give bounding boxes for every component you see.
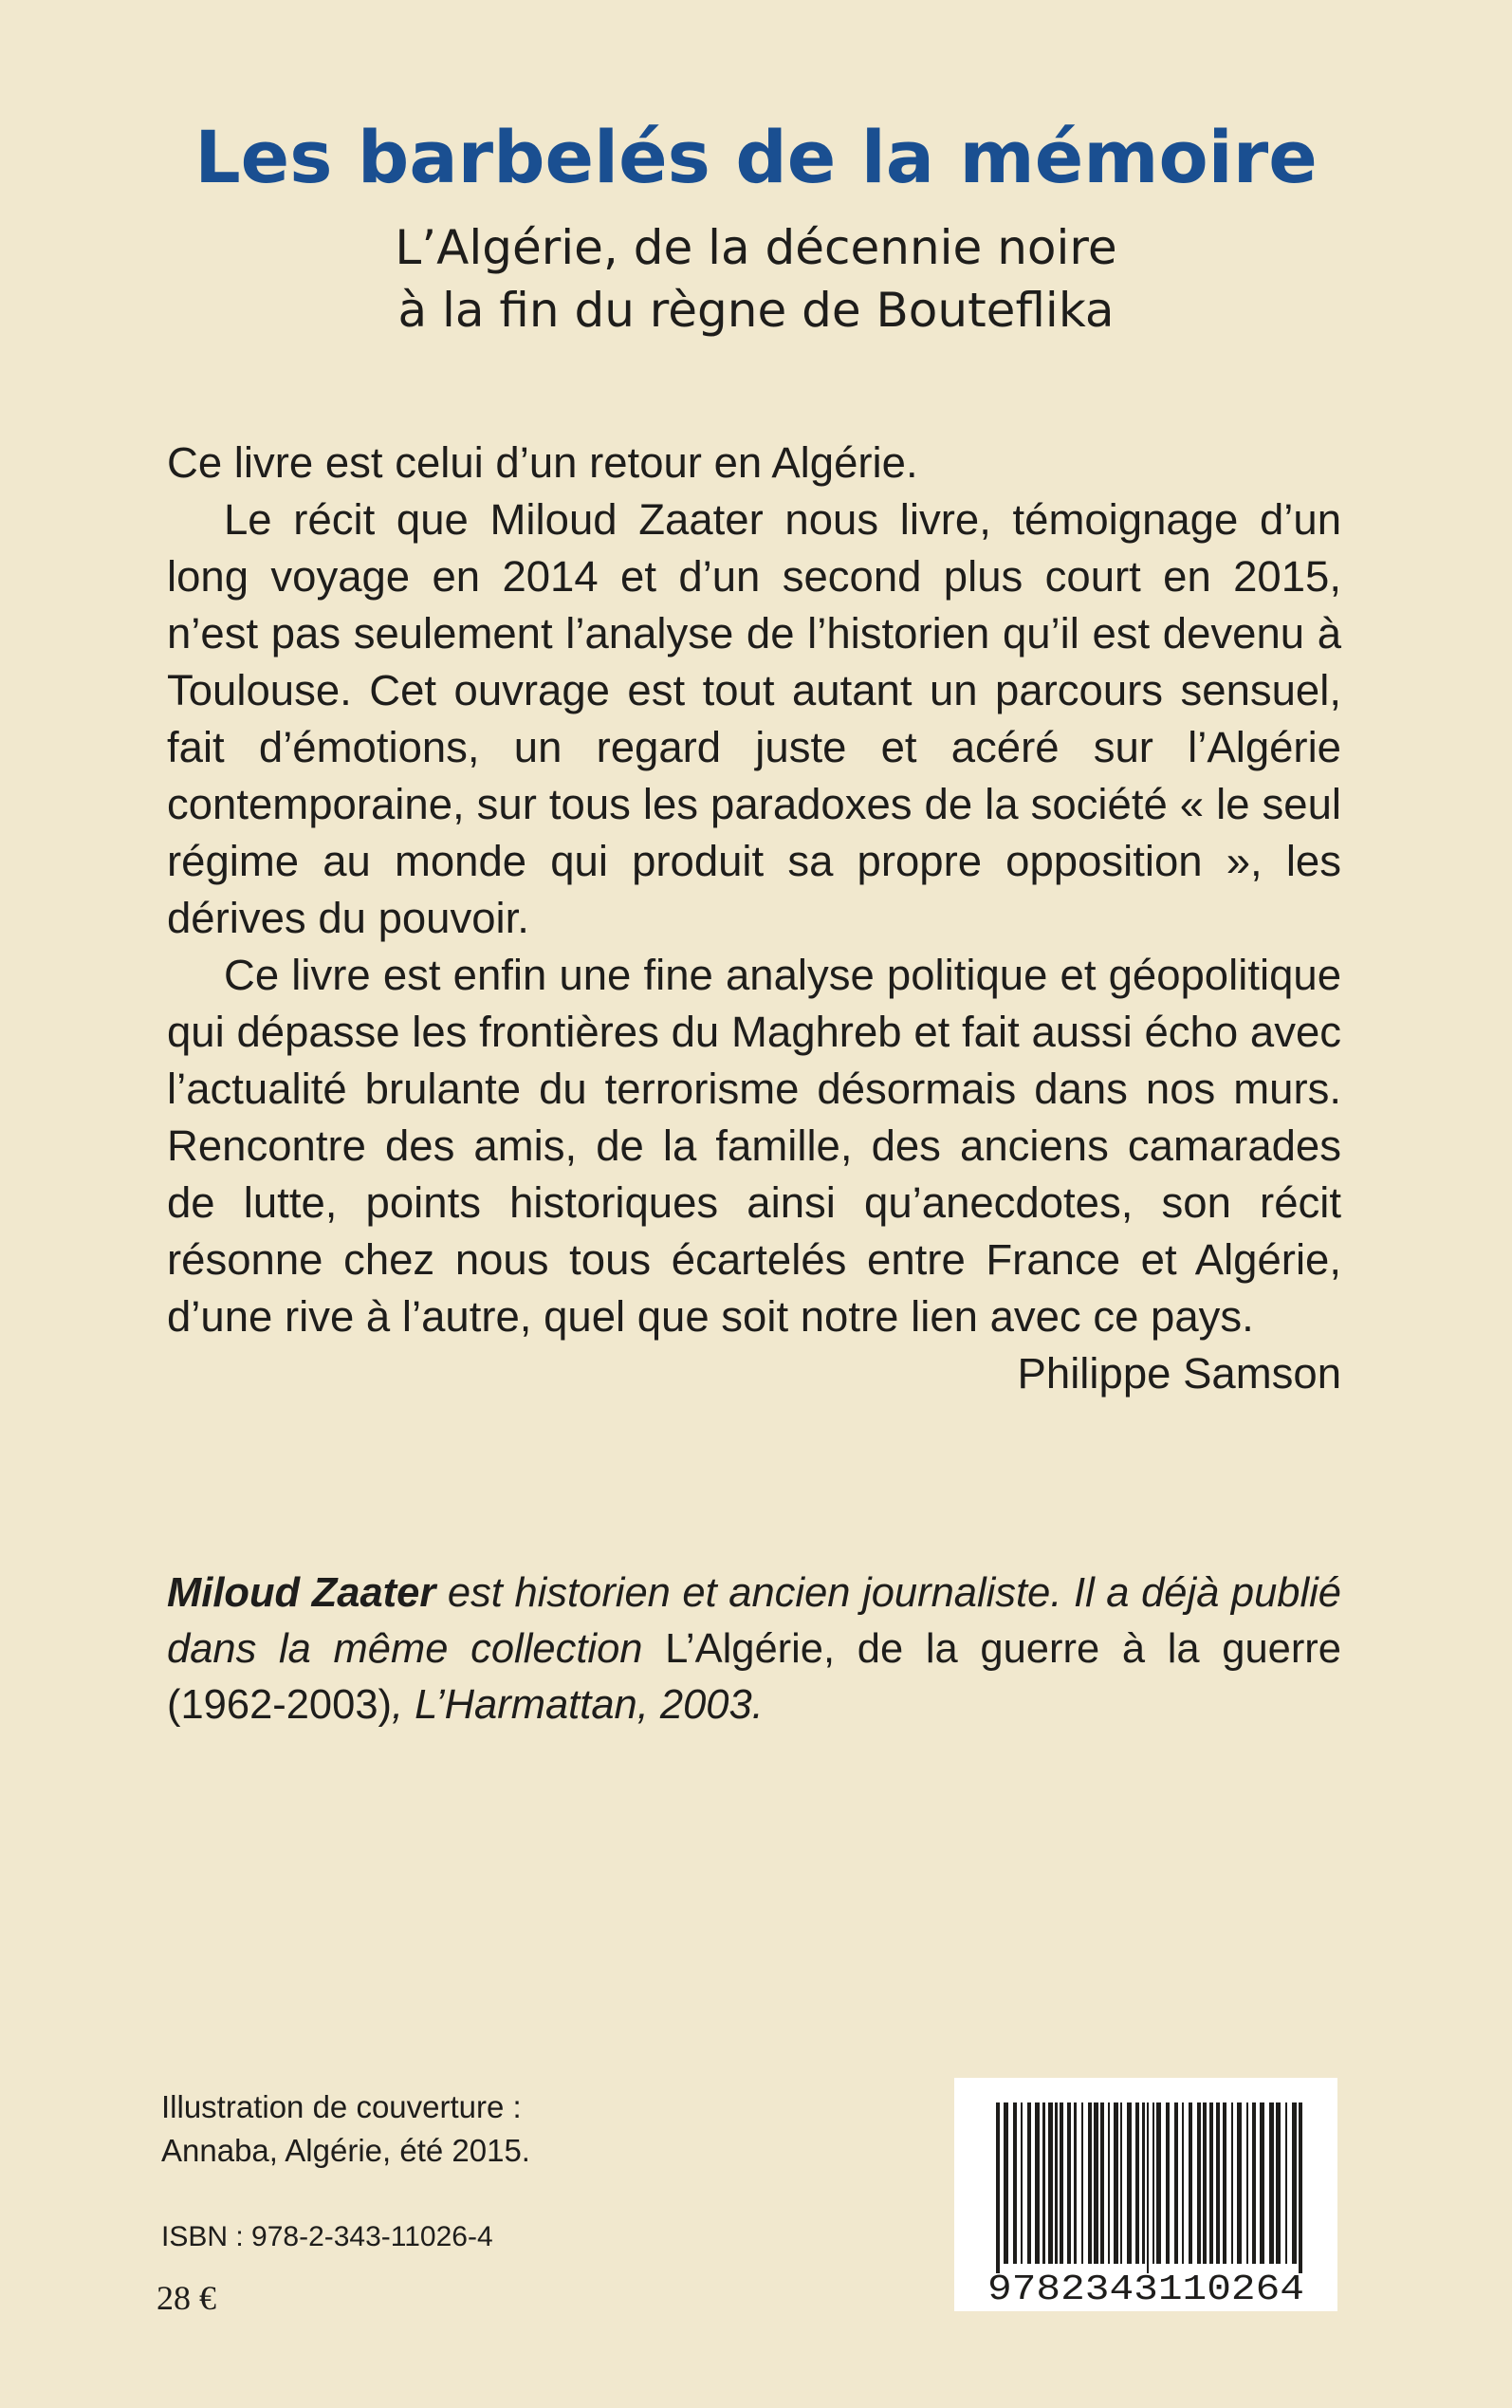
blurb-paragraph-3: Ce livre est enfin une fine analyse politique et géopolitique qui dépasse les frontières du Maghreb et fait aussi écho avec l’actualité brulante du terrorisme désormais dans nos murs. Rencontre des amis, de la famille, des anciens camarades de lutte, points historiques ainsi qu’anecdotes, son récit résonne chez nous tous écartelés entre France et Algérie, d’une rive à l’autre, quel que soit notre lien avec ce pays.	[167, 951, 1341, 1341]
book-title: Les barbelés de la mémoire	[194, 115, 1318, 199]
cover-illustration-credit	[161, 2085, 530, 2173]
book-subtitle	[0, 216, 1512, 342]
subtitle-line-2: à la fin du règne de Bouteflika	[397, 283, 1115, 338]
credit-line-2: Annaba, Algérie, été 2015.	[161, 2133, 530, 2168]
credit-line-1: Illustration de couverture :	[161, 2089, 522, 2124]
author-name: Miloud Zaater	[167, 1570, 436, 1616]
isbn-label: ISBN : 978-2-343-11026-4	[161, 2221, 493, 2252]
barcode	[954, 2078, 1337, 2311]
bio-text-2: , L’Harmattan, 2003.	[392, 1682, 764, 1728]
author-bio	[167, 1565, 1341, 1733]
barcode-digits: 9782343110264	[987, 2269, 1304, 2310]
bio-text-1: est historien et ancien journaliste. Il a déjà publié dans la même collection	[167, 1570, 1341, 1672]
blurb-signature: Philippe Samson	[1017, 1349, 1341, 1398]
price-label: 28 €	[157, 2279, 216, 2317]
subtitle-line-1: L’Algérie, de la décennie noire	[395, 220, 1117, 275]
blurb-paragraph-1: Ce livre est celui d’un retour en Algérie.	[167, 438, 918, 487]
bio-book-title: L’Algérie, de la guerre à la guerre (1962-2003)	[167, 1626, 1341, 1728]
back-cover-blurb	[167, 435, 1341, 1402]
barcode-digits-layer	[954, 2078, 1337, 2311]
blurb-paragraph-2: Le récit que Miloud Zaater nous livre, témoignage d’un long voyage en 2014 et d’un second plus court en 2015, n’est pas seulement l’analyse de l’historien qu’il est devenu à Toulouse. Cet ouvrage est tout autant un parcours sensuel, fait d’émotions, un regard juste et acéré sur l’Algérie contemporaine, sur tous les paradoxes de la société « le seul régime au monde qui produit sa propre opposition », les dérives du pouvoir.	[167, 495, 1341, 942]
